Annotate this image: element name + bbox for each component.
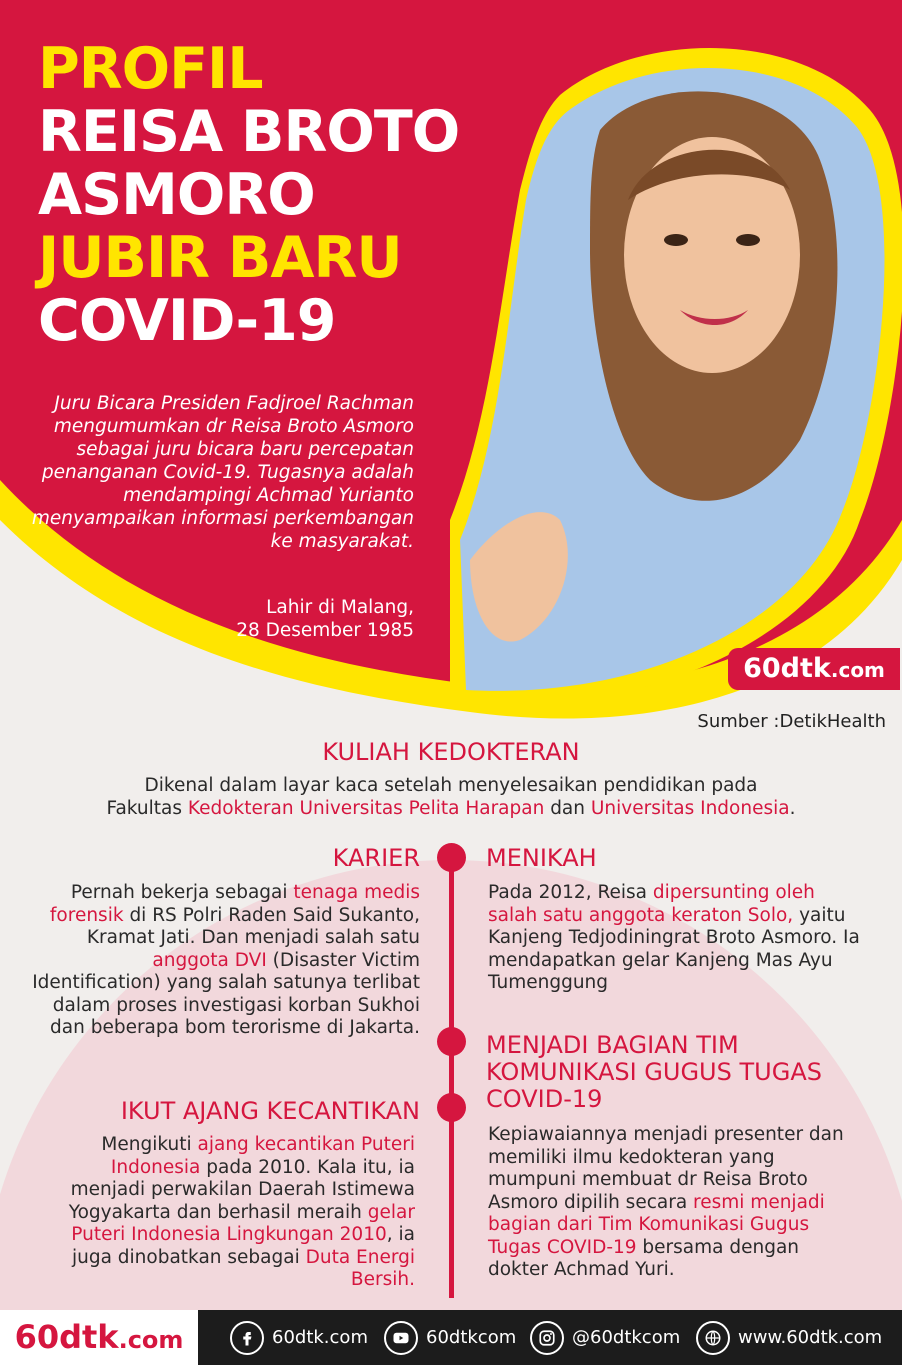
title-line-name-1: REISA BROTO: [38, 99, 460, 165]
birth-date: 28 Desember 1985: [236, 620, 414, 641]
karier-text-1: Pernah bekerja sebagai: [70, 882, 294, 903]
footer-website-link[interactable]: [696, 1310, 882, 1365]
intro-text: Juru Bicara Presiden Fadjroel Rachman mengumumkan dr Reisa Broto Asmoro sebagai juru bicara baru percepatan penanganan Covid-19. Tugasnya adalah mendampingi Achmad Yurianto menyampaikan informasi perkembangan ke masyarakat.: [31, 393, 414, 552]
karier-highlight-dvi: anggota DVI: [152, 949, 267, 971]
brand-badge-name: 60dtk: [743, 653, 831, 684]
section-heading-menikah: MENIKAH: [486, 844, 597, 872]
kuliah-text-1: Dikenal dalam layar kaca setelah menyelesaikan pendidikan pada: [144, 775, 758, 796]
footer-logo-name: 60dtk: [14, 1318, 119, 1356]
ajang-text-3: , ia juga dinobatkan sebagai: [71, 1224, 415, 1268]
section-heading-ajang: IKUT AJANG KECANTIKAN: [120, 1097, 420, 1125]
timeline-dot-2: [437, 1027, 466, 1056]
karier-text-2: di RS Polri Raden Said Sukanto, Kramat Jati. Dan menjadi salah satu: [86, 904, 420, 948]
menikah-highlight: dipersunting oleh salah satu anggota keraton Solo,: [488, 882, 815, 926]
youtube-handle: 60dtkcom: [426, 1327, 517, 1348]
footer-youtube-link[interactable]: [384, 1310, 516, 1365]
menikah-text-1: Pada 2012, Reisa: [488, 882, 653, 903]
kuliah-text-4: .: [789, 797, 796, 819]
kuliah-highlight-ui: Universitas Indonesia: [590, 797, 790, 819]
section-text-menikah: [488, 882, 868, 995]
footer-logo-tld: .com: [118, 1326, 184, 1354]
section-heading-karier: KARIER: [332, 844, 420, 872]
title-line-covid: COVID-19: [38, 288, 336, 354]
timeline-dot-1: [437, 843, 466, 872]
ajang-highlight-puteri: ajang kecantikan Puteri Indonesia: [110, 1134, 415, 1178]
page-title: [38, 38, 459, 353]
birth-place: Lahir di Malang,: [266, 597, 414, 618]
facebook-handle: 60dtk.com: [272, 1327, 368, 1348]
section-text-gugus-tugas: [488, 1124, 863, 1282]
title-line-profil: PROFIL: [38, 36, 263, 102]
ajang-highlight-gelar: gelar Puteri Indonesia Lingkungan 2010: [71, 1201, 415, 1245]
facebook-icon: [230, 1321, 264, 1355]
karier-text-3: (Disaster Victim Identification) yang salah satunya terlibat dalam proses investigasi korban Sukhoi dan beberapa bom terorisme di Jakarta.: [32, 949, 420, 1038]
section-heading-gugus-tugas: [486, 1032, 886, 1113]
brand-badge: [728, 648, 900, 690]
instagram-icon: [530, 1321, 564, 1355]
ajang-text-1: Mengikuti: [101, 1134, 198, 1155]
karier-highlight-forensik: tenaga medis forensik: [49, 882, 420, 926]
gugus-text-2: bersama dengan dokter Achmad Yuri.: [488, 1236, 800, 1280]
source-credit: Sumber :DetikHealth: [697, 711, 886, 732]
footer-logo[interactable]: [0, 1310, 198, 1365]
website-url: www.60dtk.com: [738, 1327, 883, 1348]
globe-icon: [696, 1321, 730, 1355]
kuliah-highlight-uph: Kedokteran Universitas Pelita Harapan: [187, 797, 545, 819]
kuliah-text-3: dan: [544, 797, 591, 819]
instagram-handle: @60dtkcom: [572, 1327, 681, 1348]
brand-badge-tld: .com: [830, 658, 885, 682]
gugus-heading-line-2: KOMUNIKASI GUGUS TUGAS: [486, 1058, 822, 1086]
menikah-text-2: yaitu Kanjeng Tedjodiningrat Broto Asmoro. Ia mendapatkan gelar Kanjeng Mas Ayu Tumenggung: [488, 904, 860, 993]
kuliah-text-2: Fakultas: [106, 797, 188, 819]
gugus-text-1: Kepiawaiannya menjadi presenter dan memiliki ilmu kedokteran yang mumpuni membuat dr Reisa Broto Asmoro dipilih secara: [488, 1124, 844, 1213]
birth-info: [114, 596, 414, 642]
title-line-jubir: JUBIR BARU: [38, 225, 402, 291]
ajang-highlight-duta: Duta Energi Bersih.: [305, 1246, 415, 1290]
gugus-heading-line-1: MENJADI BAGIAN TIM: [486, 1031, 739, 1059]
gugus-highlight: resmi menjadi bagian dari Tim Komunikasi Gugus Tugas COVID-19: [488, 1191, 825, 1258]
section-heading-kuliah: KULIAH KEDOKTERAN: [322, 738, 580, 766]
timeline-dot-3: [437, 1093, 466, 1122]
footer-facebook-link[interactable]: [230, 1310, 368, 1365]
ajang-text-2: pada 2010. Kala itu, ia menjadi perwakilan Daerah Istimewa Yogyakarta dan berhasil meraih: [68, 1156, 415, 1223]
title-line-name-2: ASMORO: [38, 162, 315, 228]
section-text-karier: [30, 882, 420, 1040]
youtube-icon: [384, 1321, 418, 1355]
footer-instagram-link[interactable]: [530, 1310, 680, 1365]
gugus-heading-line-3: COVID-19: [486, 1085, 603, 1113]
timeline-line: [449, 846, 454, 1298]
section-text-ajang: [40, 1134, 415, 1292]
section-text-kuliah: [40, 775, 862, 820]
